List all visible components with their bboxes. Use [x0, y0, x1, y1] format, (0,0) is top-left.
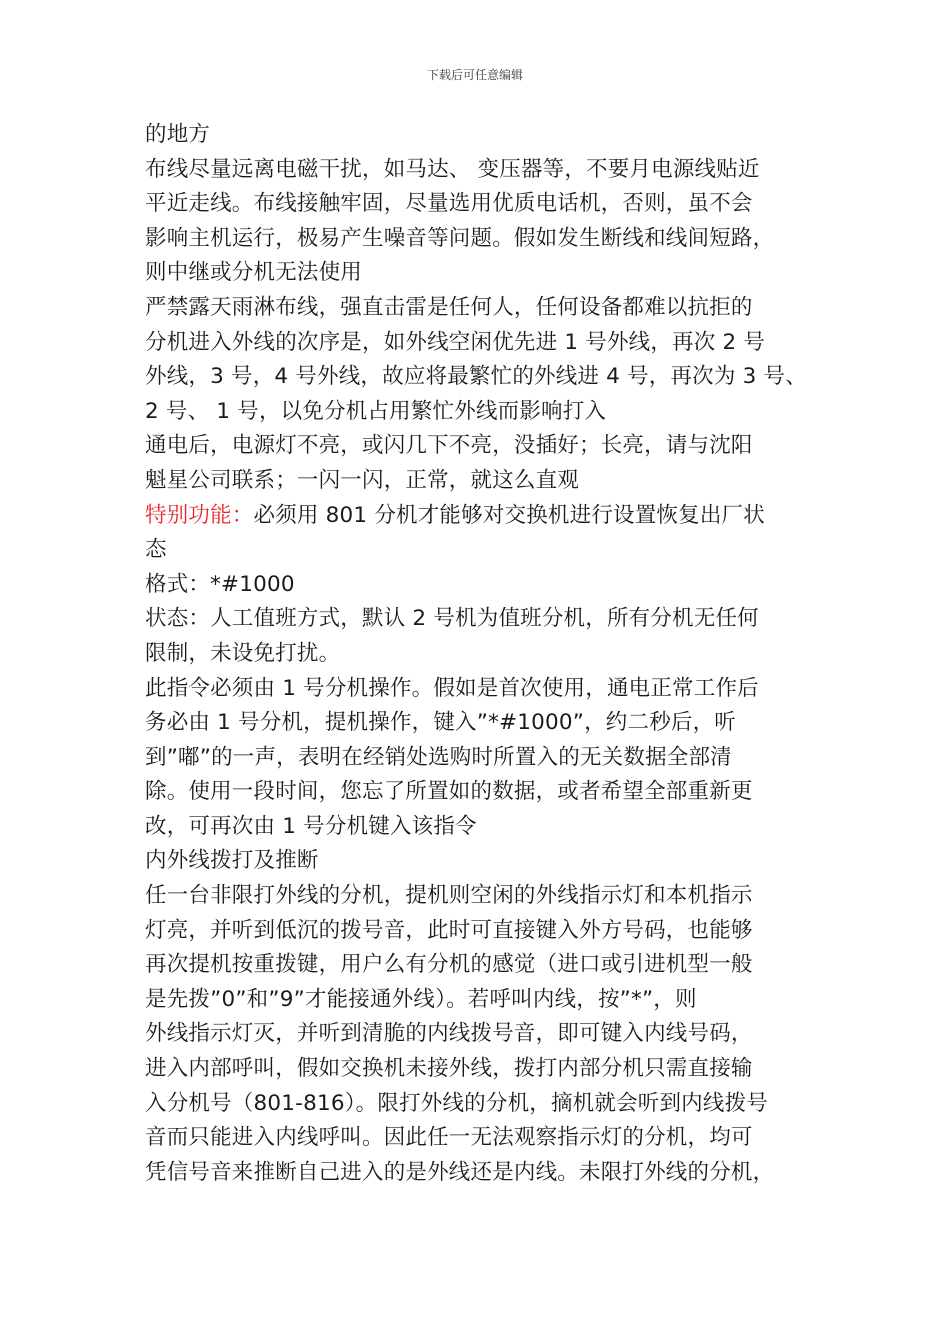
text-line: 布线尽量远离电磁干扰，如马达、 变压器等，不要月电源线贴近: [145, 156, 760, 182]
text-line: 的地方: [145, 122, 211, 147]
text-line: 分机进入外线的次序是，如外线空闲优先进 1 号外线，再次 2 号: [145, 329, 766, 355]
text-line: 改，可再次由 1 号分机键入该指令: [145, 813, 477, 839]
document-body: [145, 118, 815, 1190]
special-function-line: [145, 499, 815, 534]
text-line: 务必由 1 号分机，提机操作，键入”*#1000”，约二秒后，听: [145, 710, 737, 736]
text-line: 外线，3 号，4 号外线，故应将最繁忙的外线进 4 号，再次为 3 号、: [145, 364, 807, 390]
text-line: 再次提机按重拨键，用户么有分机的感觉（进口或引进机型一般: [145, 952, 753, 978]
text-line: 平近走线。布线接触牢固，尽量选用优质电话机，否则，虽不会: [145, 191, 753, 217]
text-line: 音而只能进入内线呼叫。因此任一无法观察指示灯的分机，均可: [145, 1125, 753, 1151]
text-line: 格式：*#1000: [145, 571, 295, 597]
text-line: 限制，未设免打扰。: [145, 640, 341, 666]
text-line: 状态：人工值班方式，默认 2 号机为值班分机，所有分机无任何: [145, 606, 759, 632]
text-line: 通电后，电源灯不亮，或闪几下不亮，没插好；长亮，请与沈阳: [145, 433, 753, 459]
section-heading: 内外线拨打及推断: [145, 848, 319, 874]
special-function-label: 特别功能：: [145, 502, 254, 528]
text-line: 是先拨”0”和”9”才能接通外线）。若呼叫内线，按”*”，则: [145, 986, 697, 1012]
text-line: 灯亮，并听到低沉的拨号音，此时可直接键入外方号码，也能够: [145, 917, 753, 943]
text-line: 2 号、 1 号，以免分机占用繁忙外线而影响打入: [145, 398, 607, 424]
text-line: 入分机号（801-816）。限打外线的分机，摘机就会听到内线拨号: [145, 1090, 768, 1116]
text-line: 任一台非限打外线的分机，提机则空闲的外线指示灯和本机指示: [145, 883, 753, 909]
text-line: 凭信号音来推断自己进入的是外线还是内线。未限打外线的分机，: [145, 1159, 775, 1185]
text-line: 则中继或分机无法使用: [145, 260, 363, 286]
text-line: 影响主机运行，极易产生噪音等问题。假如发生断线和线间短路，: [145, 225, 775, 251]
text-line: 此指令必须由 1 号分机操作。假如是首次使用，通电正常工作后: [145, 675, 759, 701]
text-line: 进入内部呼叫，假如交换机未接外线，拨打内部分机只需直接输: [145, 1056, 753, 1082]
text-line: 魁星公司联系；一闪一闪，正常，就这么直观: [145, 467, 580, 493]
text-line: 严禁露天雨淋布线，强直击雷是任何人，任何设备都难以抗拒的: [145, 294, 753, 320]
text-line: 态: [145, 537, 167, 563]
text-line: 外线指示灯灭，并听到清脆的内线拨号音，即可键入内线号码，: [145, 1021, 753, 1047]
page-header: 下载后可任意编辑: [426, 68, 523, 82]
text-line: 除。使用一段时间，您忘了所置如的数据，或者希望全部重新更: [145, 779, 753, 805]
text-line: 到”嘟”的一声，表明在经销处选购时所置入的无关数据全部清: [145, 744, 732, 770]
special-function-text: 必须用 801 分机才能够对交换机进行设置恢复出厂状: [253, 502, 765, 528]
